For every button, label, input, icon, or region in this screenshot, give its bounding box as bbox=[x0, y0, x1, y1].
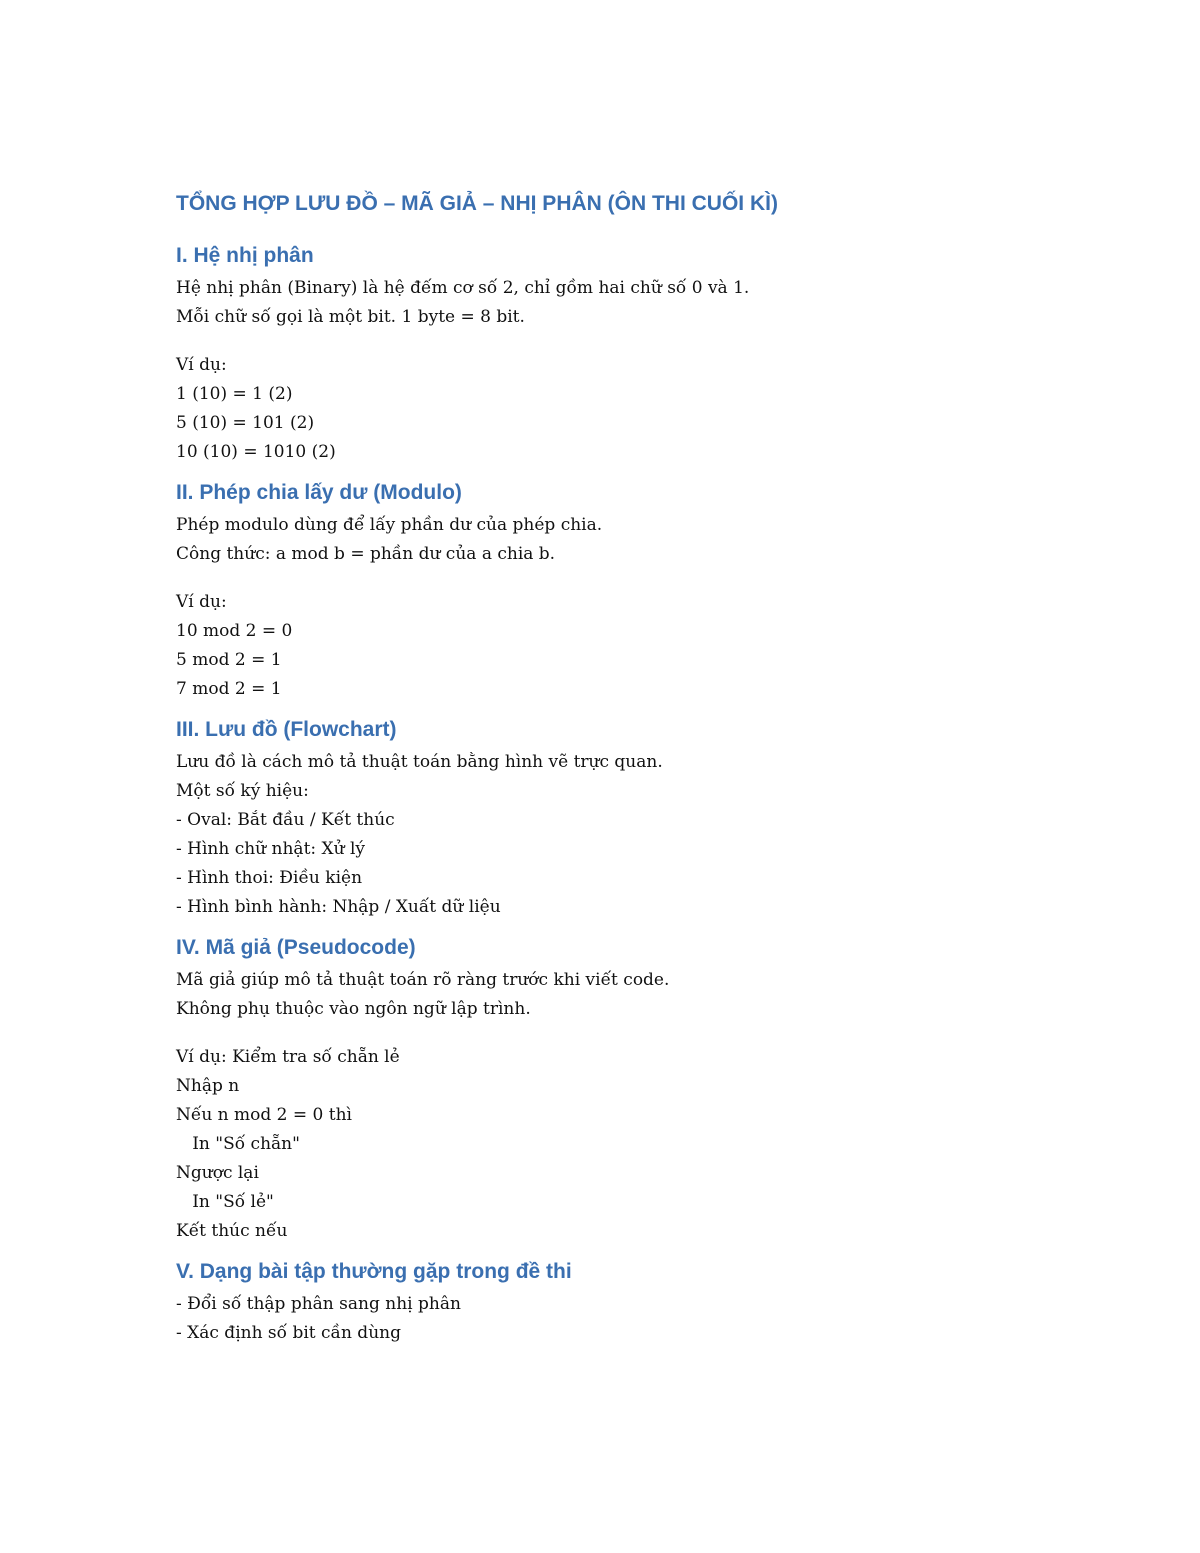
code-line: In "Số lẻ" bbox=[176, 1192, 274, 1212]
list-item: - Hình thoi: Điều kiện bbox=[176, 868, 363, 888]
example-line: 5 mod 2 = 1 bbox=[176, 650, 282, 670]
paragraph-line: Không phụ thuộc vào ngôn ngữ lập trình. bbox=[176, 999, 531, 1019]
paragraph-line: Mã giả giúp mô tả thuật toán rõ ràng trước khi viết code. bbox=[176, 970, 670, 990]
example-label: Ví dụ: Kiểm tra số chẵn lẻ bbox=[176, 1047, 400, 1067]
section-exercises bbox=[176, 1260, 1036, 1348]
section-modulo bbox=[176, 481, 1036, 704]
paragraph-line: Mỗi chữ số gọi là một bit. 1 byte = 8 bit. bbox=[176, 307, 525, 327]
section-binary bbox=[176, 244, 1036, 467]
paragraph-line: Một số ký hiệu: bbox=[176, 781, 309, 801]
example-label: Ví dụ: bbox=[176, 355, 227, 375]
paragraph-line: Hệ nhị phân (Binary) là hệ đếm cơ số 2, chỉ gồm hai chữ số 0 và 1. bbox=[176, 278, 750, 298]
code-line: Ngược lại bbox=[176, 1163, 259, 1183]
list-item: - Đổi số thập phân sang nhị phân bbox=[176, 1294, 461, 1314]
section-heading: II. Phép chia lấy dư (Modulo) bbox=[176, 481, 462, 504]
list-item: - Oval: Bắt đầu / Kết thúc bbox=[176, 810, 395, 830]
example-line: 7 mod 2 = 1 bbox=[176, 679, 282, 699]
paragraph-line: Công thức: a mod b = phần dư của a chia b. bbox=[176, 544, 556, 564]
section-heading: IV. Mã giả (Pseudocode) bbox=[176, 936, 416, 959]
section-pseudocode bbox=[176, 936, 1036, 1246]
section-flowchart bbox=[176, 718, 1036, 922]
example-label: Ví dụ: bbox=[176, 592, 227, 612]
code-line: Kết thúc nếu bbox=[176, 1221, 288, 1241]
code-line: Nhập n bbox=[176, 1076, 240, 1096]
paragraph-line: Lưu đồ là cách mô tả thuật toán bằng hình vẽ trực quan. bbox=[176, 752, 663, 772]
paragraph-line: Phép modulo dùng để lấy phần dư của phép chia. bbox=[176, 515, 603, 535]
code-line: In "Số chẵn" bbox=[176, 1134, 300, 1154]
list-item: - Hình chữ nhật: Xử lý bbox=[176, 839, 366, 859]
document-page bbox=[176, 192, 1036, 1362]
code-line: Nếu n mod 2 = 0 thì bbox=[176, 1105, 352, 1125]
list-item: - Hình bình hành: Nhập / Xuất dữ liệu bbox=[176, 897, 501, 917]
example-line: 10 (10) = 1010 (2) bbox=[176, 442, 336, 462]
example-line: 1 (10) = 1 (2) bbox=[176, 384, 293, 404]
document-title: TỔNG HỢP LƯU ĐỒ – MÃ GIẢ – NHỊ PHÂN (ÔN THI CUỐI KÌ) bbox=[176, 192, 778, 215]
list-item: - Xác định số bit cần dùng bbox=[176, 1323, 401, 1343]
section-heading: III. Lưu đồ (Flowchart) bbox=[176, 718, 397, 741]
section-heading: I. Hệ nhị phân bbox=[176, 244, 314, 267]
example-line: 5 (10) = 101 (2) bbox=[176, 413, 315, 433]
section-heading: V. Dạng bài tập thường gặp trong đề thi bbox=[176, 1260, 572, 1283]
example-line: 10 mod 2 = 0 bbox=[176, 621, 293, 641]
